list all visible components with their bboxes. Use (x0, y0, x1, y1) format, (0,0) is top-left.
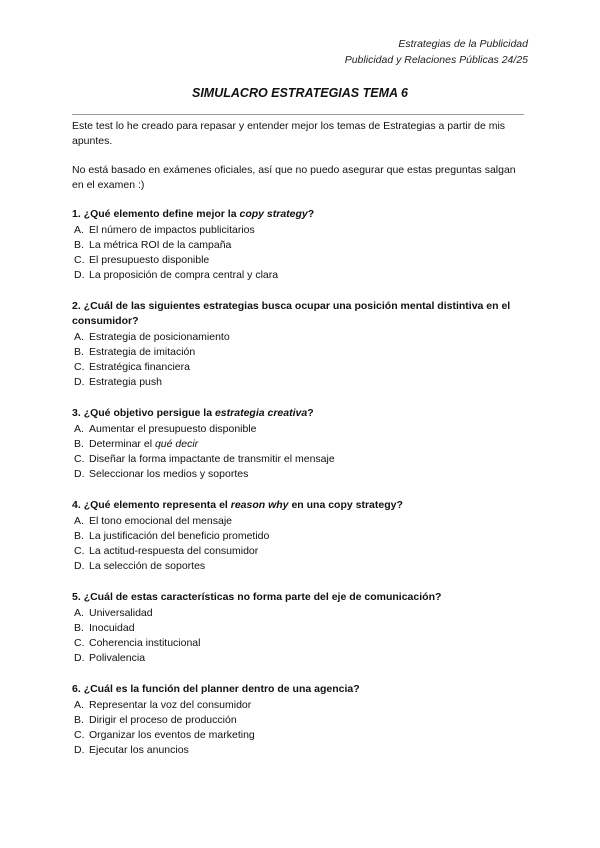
option-letter: B. (74, 530, 84, 542)
answer-option (72, 713, 528, 728)
option-text-part: La selección de soportes (89, 560, 206, 572)
option-text (89, 621, 135, 636)
question (72, 590, 528, 666)
option-text (89, 238, 231, 253)
intro (72, 119, 528, 193)
question-text (72, 299, 528, 329)
answer-option (72, 345, 528, 360)
option-letter: D. (74, 376, 85, 388)
option-letter: D. (74, 560, 85, 572)
option-text-part: El tono emocional del mensaje (89, 515, 233, 527)
question-text-part: ¿Qué elemento representa el (83, 499, 231, 511)
answer-option (72, 698, 528, 713)
option-text-part: Coherencia institucional (89, 637, 201, 649)
option-text-part: Polivalencia (89, 652, 146, 664)
answer-options (72, 422, 528, 482)
answer-options (72, 223, 528, 283)
answer-option (72, 422, 528, 437)
option-text (89, 651, 145, 666)
answer-option (72, 606, 528, 621)
question-text-part: ¿Cuál de las siguientes estrategias busca ocupar una posición mental distintiva en el consumidor? (72, 300, 511, 327)
option-text (89, 559, 205, 574)
option-text-part: La métrica ROI de la campaña (89, 239, 232, 251)
title-divider (72, 114, 524, 115)
question-text-part: copy strategy (239, 208, 308, 220)
answer-option (72, 253, 528, 268)
option-text-part: Aumentar el presupuesto disponible (89, 423, 257, 435)
question-text (72, 682, 528, 697)
answer-option (72, 728, 528, 743)
question-number: 3. (72, 407, 81, 419)
answer-option (72, 621, 528, 636)
answer-option (72, 223, 528, 238)
option-letter: C. (74, 545, 85, 557)
answer-option (72, 467, 528, 482)
question-number: 1. (72, 208, 81, 220)
option-text-part: Determinar el (89, 438, 155, 450)
option-text (89, 636, 200, 651)
option-text-part: Dirigir el proceso de producción (89, 714, 237, 726)
question-text-part: ¿Cuál de estas características no forma parte del eje de comunicación? (83, 591, 442, 603)
option-letter: C. (74, 637, 85, 649)
option-letter: A. (74, 224, 84, 236)
option-text-part: Estratégica financiera (89, 361, 190, 373)
answer-option (72, 559, 528, 574)
option-letter: C. (74, 453, 85, 465)
question-text-part: reason why (230, 499, 289, 511)
option-letter: A. (74, 699, 84, 711)
option-text (89, 452, 335, 467)
option-text-part: Estrategia de imitación (89, 346, 196, 358)
option-letter: D. (74, 468, 85, 480)
answer-option (72, 514, 528, 529)
option-letter: A. (74, 423, 84, 435)
option-text (89, 728, 255, 743)
option-text (89, 253, 209, 268)
option-text-part: Diseñar la forma impactante de transmitir el mensaje (89, 453, 335, 465)
answer-option (72, 544, 528, 559)
option-text (89, 375, 162, 390)
answer-option (72, 636, 528, 651)
header-course: Estrategias de la Publicidad (398, 38, 528, 50)
option-letter: B. (74, 714, 84, 726)
question-text (72, 590, 528, 605)
option-text-part: Representar la voz del consumidor (89, 699, 252, 711)
intro-paragraph: No está basado en exámenes oficiales, así que no puedo asegurar que estas preguntas salgan en el examen :) (72, 164, 516, 191)
option-letter: C. (74, 729, 85, 741)
answer-options (72, 330, 528, 390)
option-letter: A. (74, 331, 84, 343)
option-text-part: qué decir (154, 438, 199, 450)
answer-option (72, 330, 528, 345)
question-list (72, 207, 528, 758)
option-text-part: Seleccionar los medios y soportes (89, 468, 249, 480)
question (72, 299, 528, 390)
option-text (89, 268, 278, 283)
option-text-part: Universalidad (89, 607, 153, 619)
answer-option (72, 651, 528, 666)
question-text-part: ¿Qué objetivo persigue la (83, 407, 215, 419)
option-letter: B. (74, 622, 84, 634)
option-text-part: La proposición de compra central y clara (89, 269, 279, 281)
option-letter: B. (74, 346, 84, 358)
answer-option (72, 238, 528, 253)
answer-option (72, 268, 528, 283)
option-text-part: La actitud-respuesta del consumidor (89, 545, 259, 557)
option-text (89, 422, 257, 437)
question-text (72, 406, 528, 421)
question-text (72, 498, 528, 513)
question-text-part: ¿Cuál es la función del planner dentro de una agencia? (83, 683, 360, 695)
option-text-part: El presupuesto disponible (89, 254, 210, 266)
option-letter: B. (74, 438, 84, 450)
option-text-part: Ejecutar los anuncios (89, 744, 189, 756)
option-text-part: La justificación del beneficio prometido (89, 530, 270, 542)
page-header (345, 36, 528, 68)
option-text (89, 698, 251, 713)
option-text (89, 514, 232, 529)
answer-option (72, 375, 528, 390)
question-text (72, 207, 528, 222)
question-text-part: ? (307, 407, 314, 419)
option-text-part: Estrategia push (89, 376, 162, 388)
option-text (89, 529, 269, 544)
header-degree: Publicidad y Relaciones Públicas 24/25 (344, 54, 528, 66)
intro-paragraph: Este test lo he creado para repasar y entender mejor los temas de Estrategias a partir de mis apuntes. (72, 120, 506, 147)
answer-option (72, 529, 528, 544)
answer-options (72, 514, 528, 574)
option-text (89, 345, 195, 360)
option-text (89, 606, 153, 621)
question-number: 6. (72, 683, 81, 695)
option-letter: D. (74, 744, 85, 756)
option-letter: C. (74, 361, 85, 373)
option-text (89, 743, 189, 758)
option-letter: B. (74, 239, 84, 251)
option-text (89, 360, 190, 375)
option-text-part: Estrategia de posicionamiento (89, 331, 230, 343)
option-text (89, 437, 198, 452)
question (72, 498, 528, 574)
option-text (89, 713, 237, 728)
answer-option (72, 452, 528, 467)
document-body (72, 119, 528, 758)
question-text-part: ¿Qué elemento define mejor la (83, 208, 240, 220)
option-letter: A. (74, 515, 84, 527)
option-letter: D. (74, 269, 85, 281)
answer-option (72, 743, 528, 758)
answer-options (72, 606, 528, 666)
option-text (89, 544, 258, 559)
question-text-part: estrategia creativa (214, 407, 308, 419)
option-text-part: Inocuidad (89, 622, 135, 634)
option-text-part: El número de impactos publicitarios (89, 224, 255, 236)
question-text-part: en una copy strategy? (288, 499, 403, 511)
option-text-part: Organizar los eventos de marketing (89, 729, 255, 741)
question-number: 4. (72, 499, 81, 511)
option-letter: D. (74, 652, 85, 664)
answer-option (72, 437, 528, 452)
option-letter: A. (74, 607, 84, 619)
answer-option (72, 360, 528, 375)
question (72, 682, 528, 758)
document-title: SIMULACRO ESTRATEGIAS TEMA 6 (192, 86, 408, 100)
question-number: 2. (72, 300, 81, 312)
option-letter: C. (74, 254, 85, 266)
question-text-part: ? (307, 208, 315, 220)
question (72, 207, 528, 283)
answer-options (72, 698, 528, 758)
option-text (89, 467, 248, 482)
option-text (89, 330, 230, 345)
option-text (89, 223, 255, 238)
question-number: 5. (72, 591, 81, 603)
question (72, 406, 528, 482)
